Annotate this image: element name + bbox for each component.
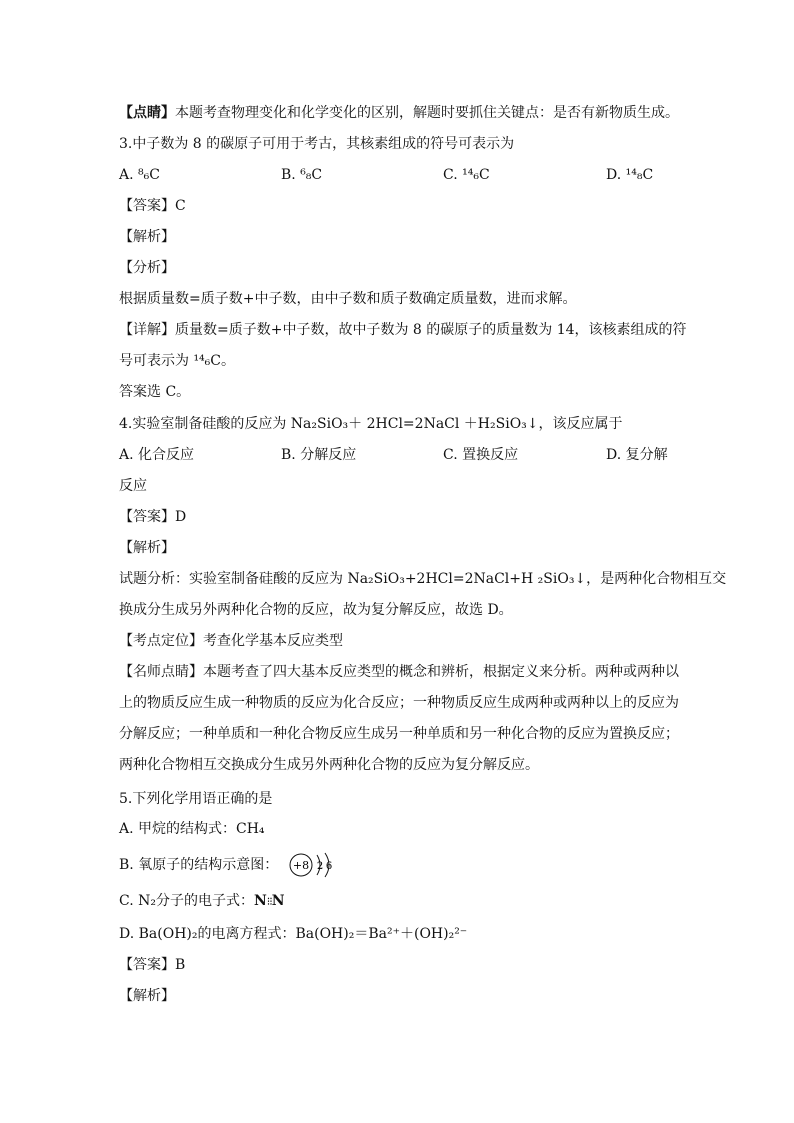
q3-detail-line-2: 号可表示为 ¹⁴₆C。 [119, 353, 235, 369]
q4-kaodian: 【考点定位】考查化学基本反应类型 [119, 633, 343, 649]
q3-option-d: D. ¹⁴₈C [606, 167, 654, 183]
q4-analysis-line-2: 换成分生成另外两种化合物的反应，故为复分解反应，故选 D。 [119, 602, 513, 618]
q3-answer: 【答案】C [119, 198, 186, 214]
q4-option-d: D. 复分解 [606, 447, 668, 463]
q3-detail-line-1: 【详解】质量数=质子数+中子数，故中子数为 8 的碳原子的质量数为 14，该核素组成的符 [119, 322, 687, 338]
q3-option-b: B. ⁶₈C [281, 167, 323, 183]
q3-fenxi-text: 根据质量数=质子数+中子数，由中子数和质子数确定质量数，进而求解。 [119, 291, 577, 307]
q4-option-a: A. 化合反应 [119, 447, 195, 463]
n2-atom-left: N [253, 893, 267, 909]
nucleus-charge: +8 [292, 859, 309, 872]
q4-option-d-continued: 反应 [119, 478, 147, 494]
q3-jiexi-heading: 【解析】 [119, 229, 175, 245]
q4-mingshi-line-1: 【名师点睛】本题考查了四大基本反应类型的概念和辨析，根据定义来分析。两种或两种以 [119, 664, 679, 680]
q4-mingshi-line-2: 上的物质反应生成一种物质的反应为化合反应；一种物质反应生成两种或两种以上的反应为 [119, 695, 679, 711]
q5-option-d: D. Ba(OH)₂的电离方程式：Ba(OH)₂＝Ba²⁺＋(OH)₂²⁻ [119, 926, 468, 942]
q3-option-c: C. ¹⁴₆C [443, 167, 490, 183]
q5-option-b-text: B. 氧原子的结构示意图： [119, 857, 279, 873]
question-5: 5.下列化学用语正确的是 [119, 791, 273, 807]
question-4: 4.实验室制备硅酸的反应为 Na₂SiO₃＋ 2HCl=2NaCl ＋H₂SiO₃↓，该反应属于 [119, 416, 623, 432]
q4-option-c: C. 置换反应 [443, 447, 519, 463]
q4-answer: 【答案】D [119, 509, 187, 525]
q4-mingshi-line-4: 两种化合物相互交换成分生成另外两种化合物的反应为复分解反应。 [119, 757, 539, 773]
q5-option-b [119, 850, 343, 880]
q4-jiexi-heading: 【解析】 [119, 540, 175, 556]
q3-choose: 答案选 C。 [119, 384, 191, 400]
q5-answer: 【答案】B [119, 957, 186, 973]
n2-atom-right: N [271, 893, 285, 909]
q5-option-c-text: C. N₂分子的电子式： [119, 893, 254, 909]
question-3: 3.中子数为 8 的碳原子可用于考古，其核素组成的符号可表示为 [119, 136, 515, 152]
q4-analysis-line-1: 试题分析：实验室制备硅酸的反应为 Na₂SiO₃+2HCl=2NaCl+H ₂SiO₃↓，是两种化合物相互交 [119, 571, 727, 587]
oxygen-atom-structure-diagram [287, 850, 343, 880]
dianjing-text: 本题考查物理变化和化学变化的区别，解题时要抓住关键点：是否有新物质生成。 [175, 105, 679, 121]
q4-option-b: B. 分解反应 [281, 447, 357, 463]
dianjing-tag: 【点睛】 [119, 105, 175, 121]
q3-option-a: A. ⁸₆C [119, 167, 160, 183]
q5-jiexi-heading: 【解析】 [119, 988, 175, 1004]
n2-triple-bond-dots: ⁝⁝ [266, 895, 272, 908]
dianjing-line [119, 104, 679, 122]
shell-2-electrons: 6 [325, 861, 332, 872]
q5-option-a: A. 甲烷的结构式：CH₄ [119, 821, 265, 837]
q4-mingshi-line-3: 分解反应；一种单质和一种化合物反应生成另一种单质和另一种化合物的反应为置换反应； [119, 726, 679, 742]
shell-1-electrons: 2 [316, 861, 323, 872]
q3-fenxi-heading: 【分析】 [119, 260, 175, 276]
q5-option-c [119, 892, 285, 911]
